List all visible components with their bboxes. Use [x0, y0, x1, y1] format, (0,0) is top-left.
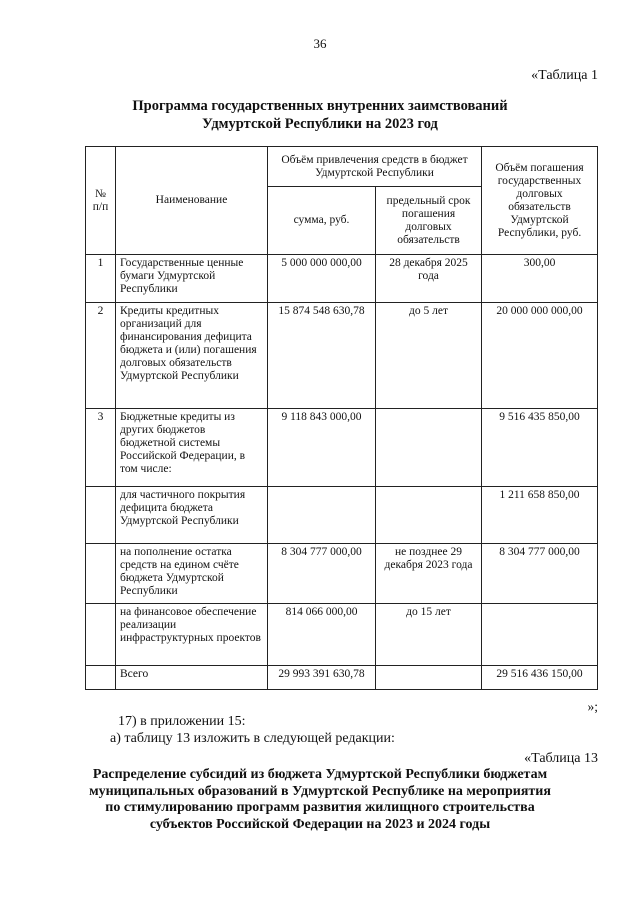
item-a: а) таблицу 13 изложить в следующей редакции:: [110, 731, 395, 746]
row-amount: 814 066 000,00: [268, 604, 376, 666]
table-1-title-line-1: Программа государственных внутренних заимствований: [132, 98, 508, 114]
table-row: [86, 604, 598, 666]
row-amount: 8 304 777 000,00: [268, 544, 376, 604]
header-term: предельный срок погашения долговых обязательств: [376, 187, 482, 255]
page-number: 36: [313, 36, 327, 51]
table-1-label: «Таблица 1: [531, 68, 598, 83]
table-row: [86, 487, 598, 544]
header-amount: сумма, руб.: [268, 187, 376, 255]
row-repayment: 20 000 000 000,00: [482, 303, 598, 409]
row-term: не позднее 29 декабря 2023 года: [376, 544, 482, 604]
row-term: до 15 лет: [376, 604, 482, 666]
table-13-title-line-3: по стимулированию программ развития жилищного строительства: [105, 800, 535, 815]
row-repayment: 300,00: [482, 255, 598, 303]
row-amount: 29 993 391 630,78: [268, 666, 376, 690]
table-1-title-line-2: Удмуртской Республики на 2023 год: [202, 116, 438, 132]
row-num: [86, 666, 116, 690]
borrowings-table: [85, 146, 598, 690]
table-row: [86, 544, 598, 604]
row-name: на финансовое обеспечение реализации инфраструктурных проектов: [116, 604, 268, 666]
row-term: до 5 лет: [376, 303, 482, 409]
table-1-title: [60, 97, 580, 133]
row-num: [86, 604, 116, 666]
row-term: [376, 666, 482, 690]
table-row: [86, 255, 598, 303]
row-term: 28 декабря 2025 года: [376, 255, 482, 303]
table-13-title-line-4: субъектов Российской Федерации на 2023 и 2024 годы: [149, 816, 491, 832]
row-repayment: 8 304 777 000,00: [482, 544, 598, 604]
header-repayment: Объём погашения государственных долговых обязательств Удмуртской Республики, руб.: [482, 147, 598, 255]
row-repayment: 29 516 436 150,00: [482, 666, 598, 690]
closing-quote: »;: [587, 699, 598, 714]
table-row: [86, 303, 598, 409]
row-num: 1: [86, 255, 116, 303]
row-name: Кредиты кредитных организаций для финансирования дефицита бюджета и (или) погашения долговых обязательств Удмуртской Республики: [116, 303, 268, 409]
row-amount: [268, 487, 376, 544]
header-attraction-group: Объём привлечения средств в бюджет Удмуртской Республики: [268, 147, 482, 187]
row-num: [86, 544, 116, 604]
table-13-title-line-1: Распределение субсидий из бюджета Удмуртской Республики бюджетам: [92, 767, 548, 782]
table-13-title: [40, 767, 600, 833]
row-num: 3: [86, 409, 116, 487]
row-repayment: 1 211 658 850,00: [482, 487, 598, 544]
row-term: [376, 409, 482, 487]
row-name: Всего: [116, 666, 268, 690]
header-num: № п/п: [86, 147, 116, 255]
row-amount: 5 000 000 000,00: [268, 255, 376, 303]
table-13-label: «Таблица 13: [524, 751, 598, 766]
row-num: 2: [86, 303, 116, 409]
row-repayment: 9 516 435 850,00: [482, 409, 598, 487]
row-name: Государственные ценные бумаги Удмуртской Республики: [116, 255, 268, 303]
header-name: Наименование: [116, 147, 268, 255]
row-name: Бюджетные кредиты из других бюджетов бюджетной системы Российской Федерации, в том числе:: [116, 409, 268, 487]
row-term: [376, 487, 482, 544]
row-name: для частичного покрытия дефицита бюджета Удмуртской Республики: [116, 487, 268, 544]
row-num: [86, 487, 116, 544]
item-17: 17) в приложении 15:: [118, 714, 246, 729]
table-13-title-line-2: муниципальных образований в Удмуртской Республике на мероприятия: [89, 783, 551, 799]
row-repayment: [482, 604, 598, 666]
row-amount: 9 118 843 000,00: [268, 409, 376, 487]
table-row-total: [86, 666, 598, 690]
row-amount: 15 874 548 630,78: [268, 303, 376, 409]
row-name: на пополнение остатка средств на едином счёте бюджета Удмуртской Республики: [116, 544, 268, 604]
table-row: [86, 409, 598, 487]
